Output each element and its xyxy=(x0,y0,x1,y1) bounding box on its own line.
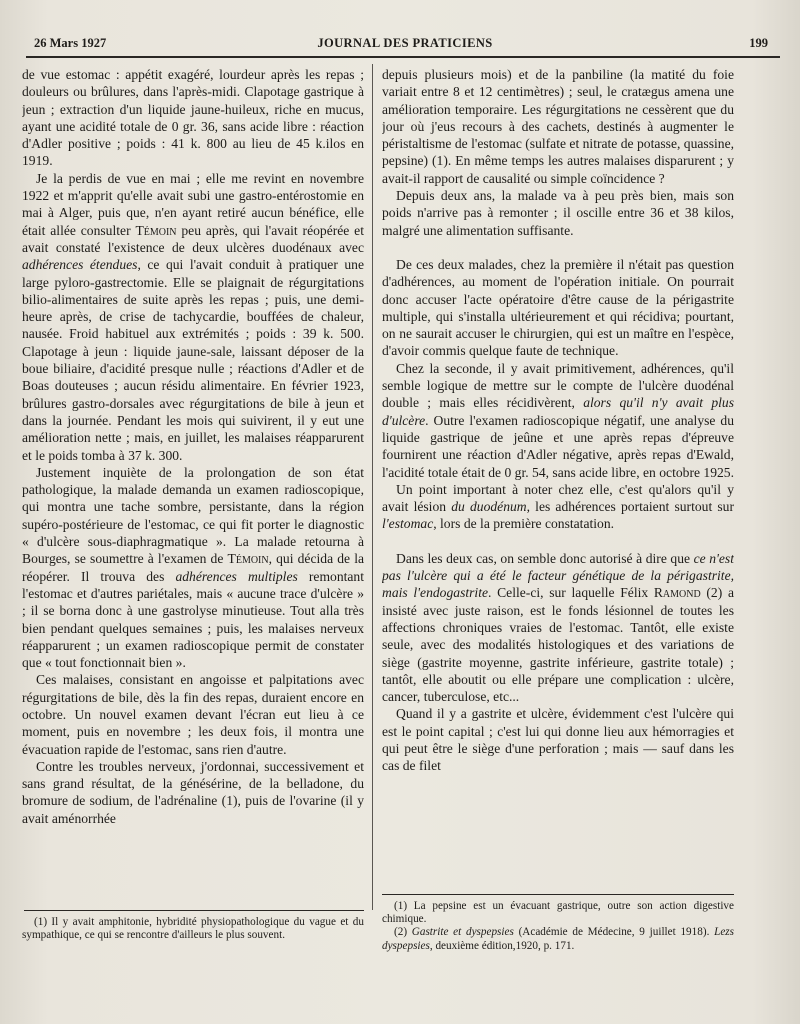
paragraph: depuis plusieurs mois) et de la panbiline (la matité du foie variait entre 8 et 12 centimètres) ; seul, le cratægus amena une amélioration temporaire. Les régurgitations ne cessèrent que du jour où j'eus recours à des cachets, destinés à augmenter le péristaltisme de l'estomac (sulfate et nitrate de potasse, quassine, pepsine) (1). En même temps les autres malaises disparurent ; y avait-il rapport de causalité ou simple coïncidence ? xyxy=(382,67,734,186)
paragraph: Depuis deux ans, la malade va à peu près bien, mais son poids n'arrive pas à remonter ; il oscille entre 36 et 38 kilos, malgré une alimentation suffisante. xyxy=(382,188,734,238)
issue-date: 26 Mars 1927 xyxy=(34,36,107,50)
paragraph: Ces malaises, consistant en angoisse et palpitations avec régurgitations de bile, dès la fin des repas, duraient encore en octobre. Un nouvel examen devant l'écran eut lieu à ce moment, puis en novembre ; les deux fois, il montra une évacuation rapide de l'estomac, sans rien d'autre. xyxy=(22,672,364,757)
journal-title: JOURNAL DES PRATICIENS xyxy=(317,36,493,50)
paragraph: Je la perdis de vue en mai ; elle me revint en novembre 1922 et m'apprit qu'elle avait subi une gastro-entérostomie en mai à Alger, puis que, n'en ayant retiré aucun bénéfice, elle était allée consulter Témoin peu après, qui l'avait réopérée et avait constaté l'existence de deux ulcères duodénaux avec adhérences étendues, ce qui l'avait conduit à pratiquer une large pyloro-gastrectomie. Elle se plaignait de régurgitations bilio-alimentaires de suite après les repas ; puis, une demi-heure après, de crise de tachycardie, bouffées de chaleur, nausée. Froid habituel aux extrémités ; poids : 39 k. 500. Clapotage à jeun : liquide jaune-sale, laissant déposer de la boue biliaire, d'acidité presque nulle ; réactions d'Adler et de Boas douteuses ; aucun résidu alimentaire. En février 1923, brûlures gastro-dorsales avec régurgitations de bile à jeun et dans la journée. Pendant les mois qui suivirent, il y eut une amélioration nette ; mais, en juillet, les malaises réapparurent et le poids tomba à 37 k. 300. xyxy=(22,170,364,463)
running-header xyxy=(34,36,776,54)
footnote-rule xyxy=(24,910,364,911)
author-name: Ramond xyxy=(653,585,701,601)
paragraph: de vue estomac : appétit exagéré, lourdeur après les repas ; douleurs ou brûlures, dans l'après-midi. Clapotage gastrique à jeun ; extraction d'un liquide jaune-huileux, riche en mucus, ayant une acidité totale de 0 gr. 36, sans acide libre : réaction d'Adler positive ; poids : 41 k. 800 au lieu de 45 k.ilos en 1919. xyxy=(22,67,364,169)
right-column xyxy=(382,66,734,886)
footnotes-right xyxy=(382,900,734,953)
paragraph: Contre les troubles nerveux, j'ordonnai, successivement et sans grand résultat, de la génésérine, de la belladone, du bromure de sodium, de l'adrénaline (1), puis de l'ovarine (il y avait aménorrhée xyxy=(22,758,364,826)
column-divider xyxy=(372,64,373,910)
footnote-rule xyxy=(382,894,734,895)
footnote: (2) Gastrite et dyspepsies (Académie de Médecine, 9 juillet 1918). Lezs dyspepsies, deuxième édition,1920, p. 171. xyxy=(382,926,735,952)
paragraph: Dans les deux cas, on semble donc autorisé à dire que ce n'est pas l'ulcère qui a été le facteur génétique de la périgastrite, mais l'endogastrite. Celle-ci, sur laquelle Félix Ramond (2) a insisté avec juste raison, est le fonds lésionnel de toutes les affections chroniques vraies de l'estomac. Tantôt, elle existe seule, avec des modalités histologiques et des variations de siège (gastrite moyenne, gastrite inférieure, gastrite totale) ; tantôt, elle aboutit ou elle prépare une complication : ulcère, cancer, tuberculose, etc... xyxy=(382,550,734,705)
header-rule xyxy=(26,56,780,58)
left-column xyxy=(22,66,364,902)
paragraph: Chez la seconde, il y avait primitivement, adhérences, qu'il semble logique de mettre sur le compte de l'ulcère duodénal double ; mais elles récidivèrent, alors qu'il n'y avait plus d'ulcère. Outre l'examen radioscopique négatif, une analyse du liquide gastrique de jeûne et une après repas d'épreuve fournirent une réaction d'Adler négative, après repas d'Ewald, l'acidité totale était de 0 gr. 54, sans acide libre, en octobre 1925. xyxy=(382,360,734,480)
footnote: (1) La pepsine est un évacuant gastrique, outre son action digestive chimique. xyxy=(382,900,734,926)
paragraph: Quand il y a gastrite et ulcère, évidemment c'est l'ulcère qui est le point capital ; c'est lui qui donne lieu aux hémorragies et qui peut être le siège d'une perforation ; mais — sauf dans les cas de filet xyxy=(382,706,734,774)
footnotes-left xyxy=(22,916,364,942)
paragraph: De ces deux malades, chez la première il n'était pas question d'adhérences, au moment de l'opération initiale. On pourrait donc accuser l'acte opératoire d'être cause de la périgastrite multiple, qui s'installa ultérieurement et qui récidiva; pourtant, on ne saurait accuser le chirurgien, qui est un maître en l'espèce, d'avoir commis quelque faute de technique. xyxy=(382,256,734,359)
author-name: Témoin xyxy=(135,222,177,238)
paragraph: Un point important à noter chez elle, c'est qu'alors qu'il y avait lésion du duodénum, les adhérences portaient surtout sur l'estomac, lors de la première constatation. xyxy=(382,481,734,532)
page-number: 199 xyxy=(749,36,768,50)
author-name: Témoin xyxy=(227,551,269,567)
footnote: (1) Il y avait amphitonie, hybridité physiopathologique du vague et du sympathique, ce qui se rencontre d'ailleurs le plus souvent. xyxy=(22,916,364,942)
paragraph: Justement inquiète de la prolongation de son état pathologique, la malade demanda un examen radioscopique, qui montra une tache sombre, persistante, dans la région supéro-postérieure de l'estomac, ce qui fit porter le diagnostic « d'ulcère sous-diaphragmatique ». La malade retourna à Bourges, se soumettre à l'examen de Témoin, qui décida de la réopérer. Il trouva des adhérences multiples remontant l'estomac et d'autres pariétales, mais « aucune trace d'ulcère » ; il se borna donc à une gastrolyse minutieuse. Tout alla très bien pendant quelques semaines ; puis, les malaises nerveux réapparurent ; un examen radioscopique permit de constater que « tout fonctionnait bien ». xyxy=(22,464,364,671)
